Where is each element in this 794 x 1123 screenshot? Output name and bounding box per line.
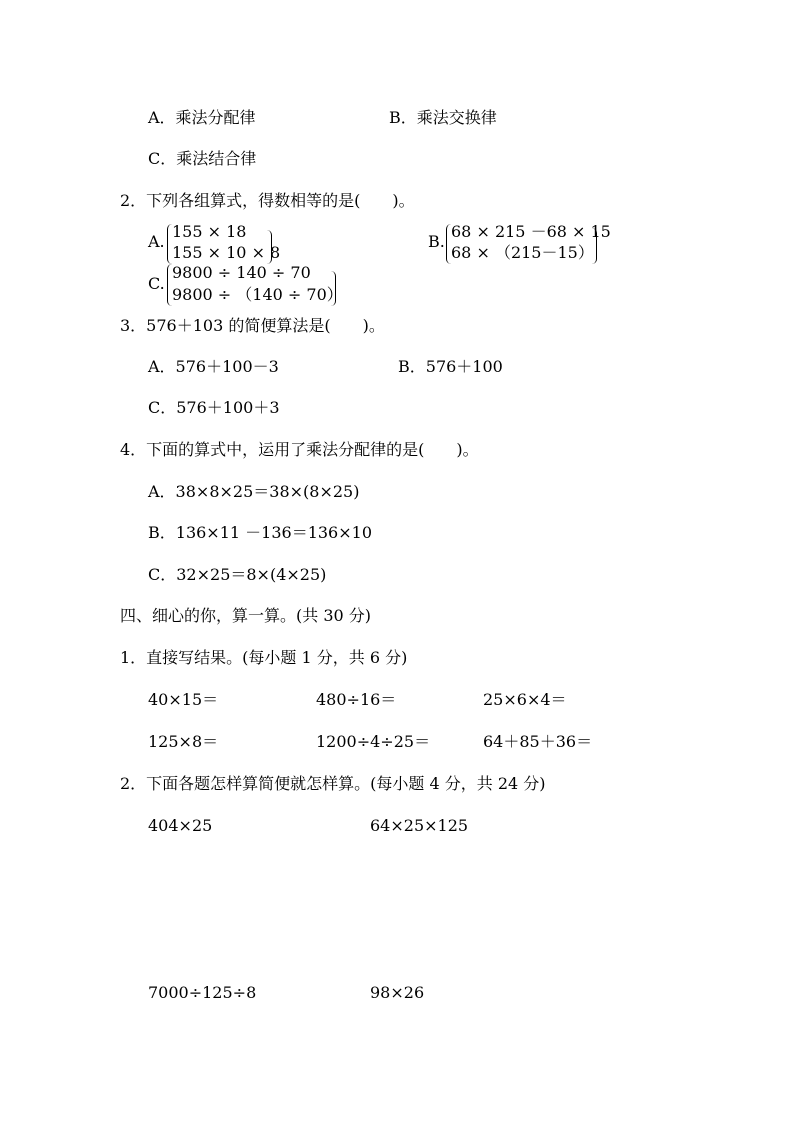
q1-option-c: C．乘法结合律 [148, 149, 257, 168]
part1-item: 480÷16＝ [316, 690, 397, 709]
q4-option-c: C．32×25＝8×(4×25) [148, 565, 327, 584]
q1-option-b: B．乘法交换律 [389, 108, 497, 127]
q2-option-a-line2: 155 × 10 × 8 [172, 243, 281, 262]
part1-item: 25×6×4＝ [483, 690, 567, 709]
q2-stem: 2．下列各组算式，得数相等的是( )。 [120, 191, 415, 210]
q4-option-a: A．38×8×25＝38×(8×25) [148, 482, 360, 501]
q2-option-c-right-brace [331, 271, 336, 306]
part1-item: 40×15＝ [148, 690, 219, 709]
q3-option-a: A．576＋100－3 [148, 357, 279, 376]
q3-stem: 3．576＋103 的简便算法是( )。 [120, 316, 385, 335]
part1-item: 64＋85＋36＝ [483, 732, 593, 751]
part2-item: 64×25×125 [370, 816, 469, 835]
q1-option-a: A．乘法分配律 [148, 108, 256, 127]
part2-item: 98×26 [370, 983, 425, 1002]
q2-option-b-label: B. [428, 232, 445, 251]
section4-part1-stem: 1．直接写结果。(每小题 1 分，共 6 分) [120, 648, 408, 667]
q3-option-b: B．576＋100 [398, 357, 503, 376]
q2-option-b-line2: 68 × （215－15） [451, 243, 594, 262]
q3-option-c: C．576＋100＋3 [148, 398, 280, 417]
q2-option-b-right-brace [592, 228, 597, 264]
q4-stem: 4．下面的算式中，运用了乘法分配律的是( )。 [120, 440, 479, 459]
q2-option-a-line1: 155 × 18 [172, 222, 247, 241]
section4-part2-stem: 2．下面各题怎样算简便就怎样算。(每小题 4 分，共 24 分) [120, 774, 546, 793]
part1-item: 1200÷4÷25＝ [316, 732, 431, 751]
part1-item: 125×8＝ [148, 732, 219, 751]
q2-option-c-line2: 9800 ÷ （140 ÷ 70） [172, 285, 343, 304]
q4-option-b: B．136×11 －136＝136×10 [148, 523, 372, 542]
q2-option-c-label: C. [148, 274, 165, 293]
q2-option-a-right-brace [267, 230, 272, 264]
q2-option-c-line1: 9800 ÷ 140 ÷ 70 [172, 263, 311, 282]
q2-option-b-line1: 68 × 215 －68 × 15 [451, 222, 611, 241]
part2-item: 404×25 [148, 816, 213, 835]
q2-option-a-label: A. [148, 232, 165, 251]
part2-item: 7000÷125÷8 [148, 983, 257, 1002]
section4-title: 四、细心的你，算一算。(共 30 分) [120, 606, 372, 625]
